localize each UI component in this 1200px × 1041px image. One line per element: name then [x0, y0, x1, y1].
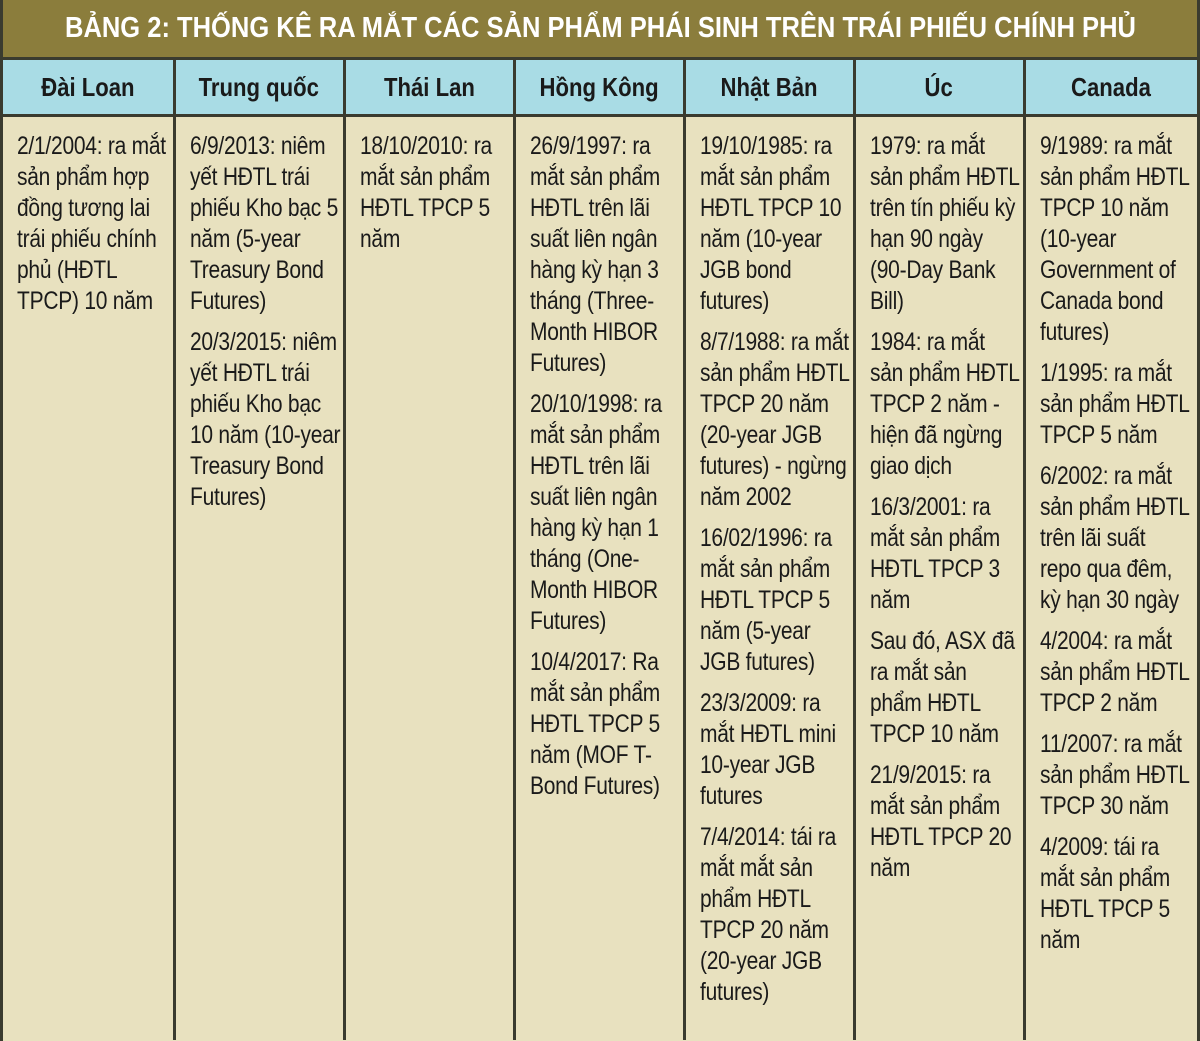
- entry: 18/10/2010: ra mắt sản phẩm HĐTL TPCP 5 năm: [359, 132, 492, 253]
- cell-japan: [684, 116, 854, 1040]
- table-title: BẢNG 2: THỐNG KÊ RA MẮT CÁC SẢN PHẨM PHÁI SINH TRÊN TRÁI PHIẾU CHÍNH PHỦ: [64, 12, 1136, 44]
- header-taiwan: Đài Loan: [3, 60, 174, 116]
- entry: 26/9/1997: ra mắt sản phẩm HĐTL trên lãi suất liên ngân hàng kỳ hạn 3 tháng (Three-Month HIBOR Futures): [529, 132, 660, 377]
- entry: 16/3/2001: ra mắt sản phẩm HĐTL TPCP 3 năm: [869, 493, 1000, 614]
- cell-canada: [1024, 116, 1197, 1040]
- entry: 4/2009: tái ra mắt sản phẩm HĐTL TPCP 5 năm: [1039, 833, 1170, 954]
- entry: 2/1/2004: ra mắt sản phẩm hợp đồng tương lai trái phiếu chính phủ (HĐTL TPCP) 10 năm: [17, 132, 166, 315]
- entry: 6/2002: ra mắt sản phẩm HĐTL trên lãi suất repo qua đêm, kỳ hạn 30 ngày: [1039, 462, 1189, 614]
- entry: 21/9/2015: ra mắt sản phẩm HĐTL TPCP 20 năm: [869, 761, 1011, 882]
- entry: 9/1989: ra mắt sản phẩm HĐTL TPCP 10 năm (10-year Government of Canada bond futures): [1039, 132, 1189, 346]
- entry: 6/9/2013: niêm yết HĐTL trái phiếu Kho bạc 5 năm (5-year Treasury Bond Futures): [189, 132, 338, 315]
- entry: 8/7/1988: ra mắt sản phẩm HĐTL TPCP 20 năm (20-year JGB futures) - ngừng năm 2002: [699, 328, 849, 511]
- header-australia: Úc: [854, 60, 1024, 116]
- table-title-bar: [3, 0, 1197, 60]
- entry: 7/4/2014: tái ra mắt mắt sản phẩm HĐTL TPCP 20 năm (20-year JGB futures): [699, 823, 836, 1006]
- cell-australia: [854, 116, 1024, 1040]
- entry: 23/3/2009: ra mắt HĐTL mini 10-year JGB futures: [699, 689, 836, 810]
- header-hongkong: Hồng Kông: [514, 60, 684, 116]
- entry: 11/2007: ra mắt sản phẩm HĐTL TPCP 30 năm: [1039, 730, 1189, 820]
- entry: Sau đó, ASX đã ra mắt sản phẩm HĐTL TPCP 10 năm: [869, 627, 1015, 748]
- entry: 10/4/2017: Ra mắt sản phẩm HĐTL TPCP 5 năm (MOF T-Bond Futures): [529, 648, 660, 800]
- header-thailand: Thái Lan: [344, 60, 514, 116]
- entry: 20/10/1998: ra mắt sản phẩm HĐTL trên lãi suất liên ngân hàng kỳ hạn 1 tháng (One-Month HIBOR Futures): [529, 390, 662, 635]
- header-row: [3, 60, 1197, 116]
- header-canada: Canada: [1024, 60, 1197, 116]
- entry: 1/1995: ra mắt sản phẩm HĐTL TPCP 5 năm: [1039, 359, 1189, 449]
- entry: 4/2004: ra mắt sản phẩm HĐTL TPCP 2 năm: [1039, 627, 1189, 717]
- entry: 1984: ra mắt sản phẩm HĐTL TPCP 2 năm - hiện đã ngừng giao dịch: [869, 328, 1019, 480]
- entry: 1979: ra mắt sản phẩm HĐTL trên tín phiếu kỳ hạn 90 ngày (90-Day Bank Bill): [869, 132, 1019, 315]
- entry: 19/10/1985: ra mắt sản phẩm HĐTL TPCP 10 năm (10-year JGB bond futures): [699, 132, 841, 315]
- header-china: Trung quốc: [174, 60, 344, 116]
- cell-thailand: [344, 116, 514, 1040]
- cell-taiwan: [3, 116, 174, 1040]
- content-row: [3, 116, 1197, 1040]
- entry: 16/02/1996: ra mắt sản phẩm HĐTL TPCP 5 năm (5-year JGB futures): [699, 524, 832, 676]
- cell-china: [174, 116, 344, 1040]
- cell-hongkong: [514, 116, 684, 1040]
- entry: 20/3/2015: niêm yết HĐTL trái phiếu Kho bạc 10 năm (10-year Treasury Bond Futures): [189, 328, 340, 511]
- derivatives-table: [3, 60, 1197, 1040]
- header-japan: Nhật Bản: [684, 60, 854, 116]
